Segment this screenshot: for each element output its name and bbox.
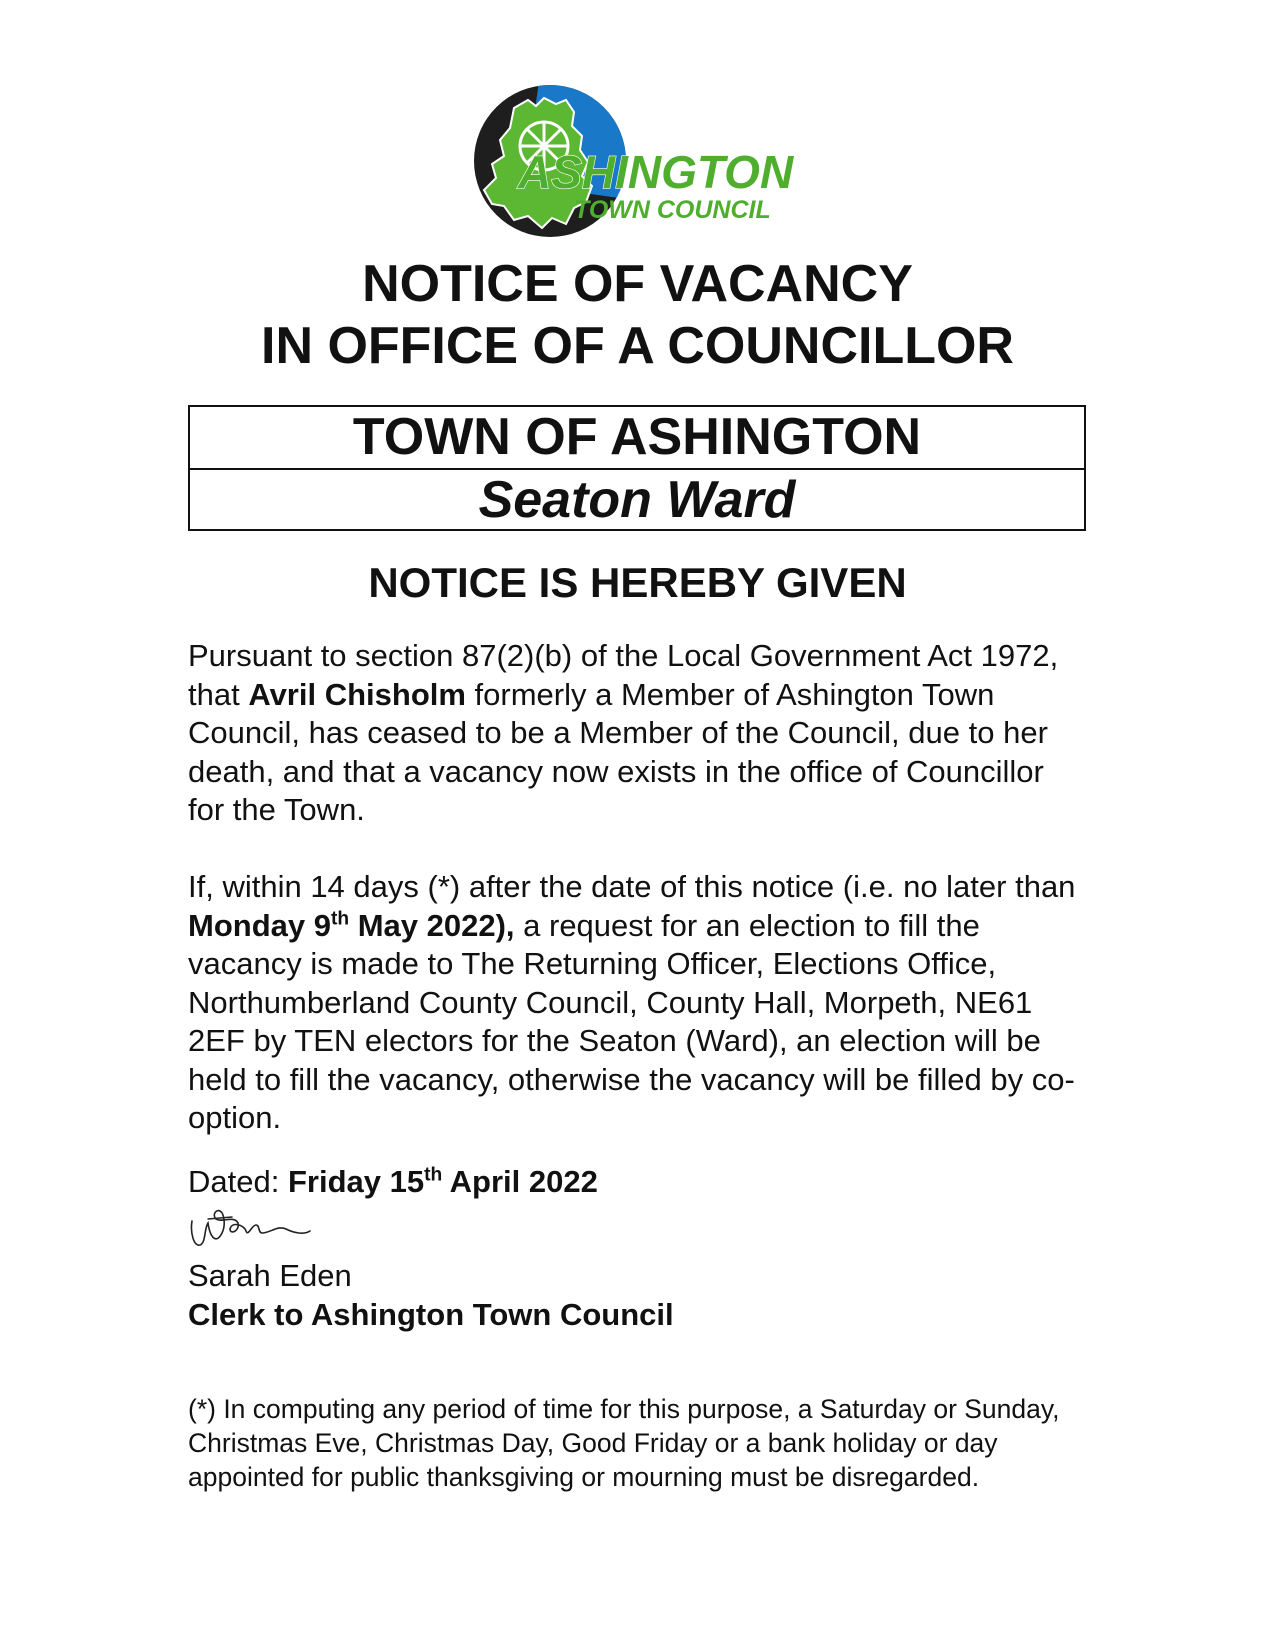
clerk-title: Clerk to Ashington Town Council <box>188 1297 674 1332</box>
logo-wordmark: ASHINGTON <box>518 146 794 198</box>
paragraph1-text: Pursuant to section 87(2)(b) of the Local Government Act 1972, that <box>188 638 1059 712</box>
logo-subtitle: TOWN COUNCIL <box>574 196 771 224</box>
dated-line <box>188 1162 598 1202</box>
former-councillor-name: Avril Chisholm <box>248 676 466 712</box>
vacancy-paragraph <box>188 637 1088 830</box>
paragraph2-text: If, within 14 days (*) after the date of this notice (i.e. no later than <box>188 869 1076 904</box>
dated-label: Dated: <box>188 1164 288 1199</box>
notice-given-heading: NOTICE IS HEREBY GIVEN <box>368 559 907 606</box>
footnote: (*) In computing any period of time for this purpose, a Saturday or Sunday, Christmas Eve, Christmas Day, Good Friday or a bank holiday or day appointed for public thanksgiving or mourning must be disregarded. <box>188 1394 1060 1492</box>
ashington-town-council-logo <box>470 78 830 244</box>
notice-date: Friday 15th April 2022 <box>287 1164 598 1199</box>
town-name: TOWN OF ASHINGTON <box>352 408 922 466</box>
election-request-paragraph <box>188 868 1088 1138</box>
deadline-date: Monday 9th May 2022), <box>188 907 515 943</box>
handwritten-signature <box>186 1203 316 1253</box>
notice-title-line-2: IN OFFICE OF A COUNCILLOR <box>261 317 1014 375</box>
paragraph2-text-continued: a request for an election to fill the vacancy is made to The Returning Officer, Elections Office, Northumberland County Council, County Hall, Morpeth, NE61 2EF by TEN electors for the Seaton (Ward), an election will be held to fill the vacancy, otherwise the vacancy will be filled by co-option. <box>188 907 1075 1135</box>
notice-title-line-1: NOTICE OF VACANCY <box>362 255 913 313</box>
ward-name: Seaton Ward <box>190 468 1084 531</box>
clerk-name: Sarah Eden <box>188 1258 352 1293</box>
paragraph1-text-continued: formerly a Member of Ashington Town Council, has ceased to be a Member of the Council, due to her death, and that a vacancy now exists in the office of Councillor for the Town. <box>188 676 1048 827</box>
ward-box <box>188 405 1086 531</box>
